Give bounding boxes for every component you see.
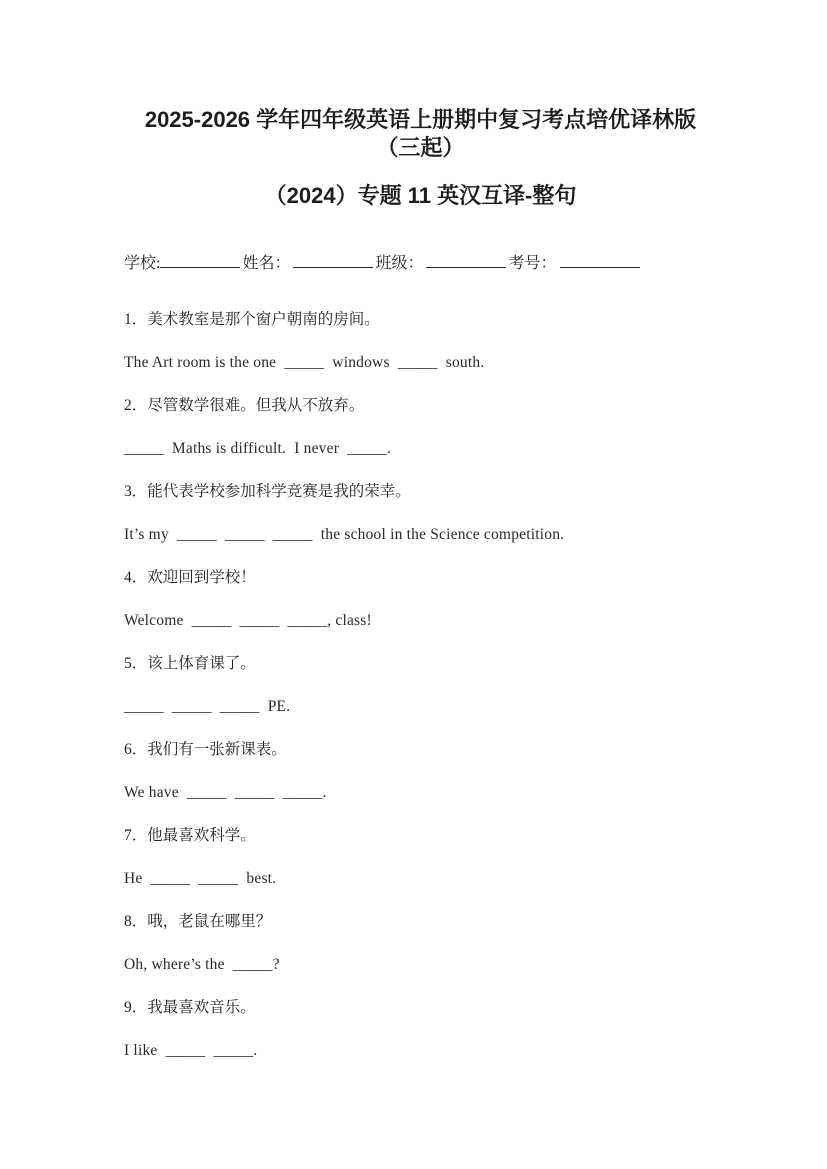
question-7 xyxy=(124,827,717,887)
question-2-chinese: 2．尽管数学很难。但我从不放弃。 xyxy=(124,397,365,414)
school-blank-line xyxy=(160,252,240,268)
question-9-english: I like _____ _____. xyxy=(124,1042,258,1059)
name-blank-line xyxy=(293,252,373,268)
question-list xyxy=(124,311,717,1059)
exam-no-blank-line xyxy=(560,252,640,268)
question-4 xyxy=(124,569,717,629)
question-1-chinese: 1．美术教室是那个窗户朝南的房间。 xyxy=(124,311,380,328)
question-2-english: _____ Maths is difficult. I never _____. xyxy=(124,440,392,457)
question-1-english: The Art room is the one _____ windows _____ south. xyxy=(124,354,485,371)
question-5-english: _____ _____ _____ PE. xyxy=(124,698,291,715)
school-label: 学校: xyxy=(124,255,161,272)
question-8 xyxy=(124,913,717,973)
document-title xyxy=(124,106,717,210)
exam-no-label: 考号： xyxy=(508,255,557,272)
question-7-english: He _____ _____ best. xyxy=(124,870,277,887)
question-6-chinese: 6．我们有一张新课表。 xyxy=(124,741,287,758)
question-5 xyxy=(124,655,717,715)
question-7-chinese: 7．他最喜欢科学。 xyxy=(124,827,256,844)
question-4-english: Welcome _____ _____ _____, class! xyxy=(124,612,372,629)
title-line-2: （2024）专题 11 英汉互译-整句 xyxy=(264,183,577,208)
name-label: 姓名： xyxy=(242,255,291,272)
question-4-chinese: 4．欢迎回到学校！ xyxy=(124,569,256,586)
question-6-english: We have _____ _____ _____. xyxy=(124,784,327,801)
question-3 xyxy=(124,483,717,543)
class-blank-line xyxy=(426,252,506,268)
question-3-chinese: 3．能代表学校参加科学竞赛是我的荣幸。 xyxy=(124,483,411,500)
question-9-chinese: 9．我最喜欢音乐。 xyxy=(124,999,256,1016)
question-8-english: Oh, where’s the _____? xyxy=(124,956,280,973)
question-9 xyxy=(124,999,717,1059)
question-8-chinese: 8．哦，老鼠在哪里？ xyxy=(124,913,272,930)
question-1 xyxy=(124,311,717,371)
student-info-line xyxy=(124,250,717,273)
question-5-chinese: 5．该上体育课了。 xyxy=(124,655,256,672)
class-label: 班级： xyxy=(375,255,424,272)
question-2 xyxy=(124,397,717,457)
question-3-english: It’s my _____ _____ _____ the school in the Science competition. xyxy=(124,526,565,543)
title-line-1: 2025-2026 学年四年级英语上册期中复习考点培优译林版（三起） xyxy=(144,107,697,160)
question-6 xyxy=(124,741,717,801)
